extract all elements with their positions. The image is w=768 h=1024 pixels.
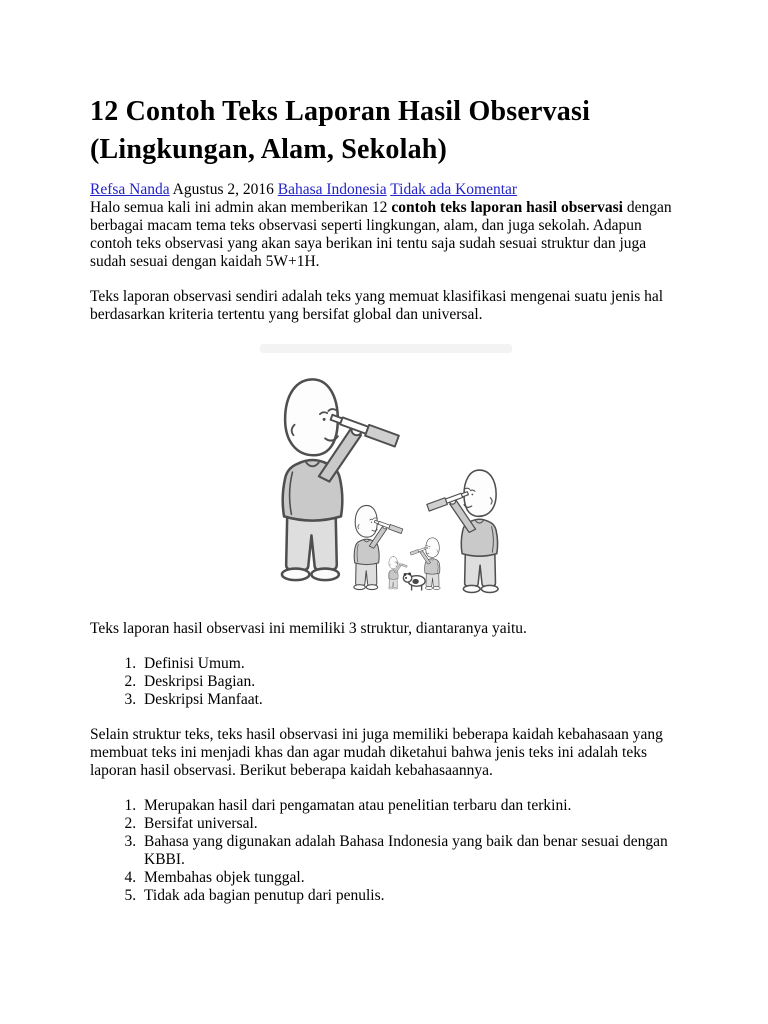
kaidah-intro-paragraph: Selain struktur teks, teks hasil observasi ini juga memiliki beberapa kaidah kebahasaan yang membuat teks ini menjadi khas dan agar mudah diketahui bahwa jenis teks ini adalah teks laporan hasil observasi. Berikut beberapa kaidah kebahasaannya. xyxy=(90,726,663,779)
list-item: 1. Definisi Umum. xyxy=(140,655,682,673)
observers-with-telescopes-cartoon-image xyxy=(258,341,514,594)
page-title xyxy=(90,93,682,169)
observation-illustration xyxy=(258,341,514,594)
list-item: 2. Deskripsi Bagian. xyxy=(140,673,682,691)
list-item: 2. Bersifat universal. xyxy=(140,815,682,833)
article-content xyxy=(90,93,682,922)
page-title-line1: 12 Contoh Teks Laporan Hasil Observasi xyxy=(90,96,591,127)
structure-intro-paragraph: Teks laporan hasil observasi ini memiliki 3 struktur, diantaranya yaitu. xyxy=(90,620,527,637)
definition-paragraph: Teks laporan observasi sendiri adalah teks yang memuat klasifikasi mengenai suatu jenis hal berdasarkan kriteria tertentu yang bersifat global dan universal. xyxy=(90,288,664,323)
category-link[interactable]: Bahasa Indonesia xyxy=(277,181,387,198)
intro-text-after: dengan berbagai macam tema teks observasi seperti lingkungan, alam, dan juga sekolah. Adapun contoh teks observasi yang akan saya berikan ini tentu saja sudah sesuai struktur dan juga sudah sesuai dengan kaidah 5W+1H. xyxy=(90,199,672,270)
list-item: 5. Tidak ada bagian penutup dari penulis. xyxy=(140,887,682,905)
page-title-line2: (Lingkungan, Alam, Sekolah) xyxy=(90,134,448,165)
list-item: 4. Membahas objek tunggal. xyxy=(140,869,682,887)
byline xyxy=(90,181,682,199)
structure-list xyxy=(90,655,682,709)
list-item: 3. Deskripsi Manfaat. xyxy=(140,691,682,709)
post-date: Agustus 2, 2016 xyxy=(172,181,274,198)
comments-link[interactable]: Tidak ada Komentar xyxy=(390,181,518,198)
author-link[interactable]: Refsa Nanda xyxy=(90,181,170,198)
kaidah-list xyxy=(90,797,682,905)
list-item: 3. Bahasa yang digunakan adalah Bahasa Indonesia yang baik dan benar sesuai dengan KBBI. xyxy=(140,833,682,869)
intro-text-bold: contoh teks laporan hasil observasi xyxy=(391,199,623,216)
list-item: 1. Merupakan hasil dari pengamatan atau penelitian terbaru dan terkini. xyxy=(140,797,682,815)
intro-text-before: Halo semua kali ini admin akan memberikan 12 xyxy=(90,199,392,216)
intro-paragraph xyxy=(90,199,682,271)
